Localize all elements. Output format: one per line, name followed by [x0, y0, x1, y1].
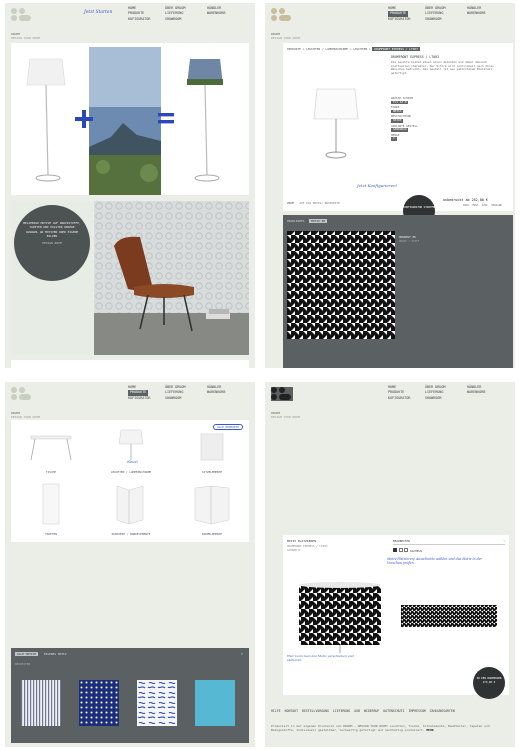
site-title: DRUOM: [11, 32, 21, 36]
site-title: DRUOM: [271, 411, 281, 415]
nav-showroom[interactable]: SHOWROOM: [165, 395, 182, 400]
motif-browser: [283, 215, 513, 368]
breadcrumb: [11, 32, 40, 40]
nav-ueber[interactable]: ÜBER DRUOM: [165, 6, 186, 10]
nav-warenkorb[interactable]: WARENKORB: [467, 11, 486, 16]
category-paravent[interactable]: [99, 480, 163, 538]
category-label: PARAVENT / WANDELEMENTE: [111, 532, 151, 536]
section-neuheiten: NEUHEITEN: [15, 662, 31, 666]
configurator-card: [283, 535, 509, 695]
lamp-equation-card[interactable]: [11, 43, 249, 195]
configurator-start-label: KONFIGURATOR STARTEN: [403, 206, 435, 209]
configurator-panel: [265, 382, 515, 747]
add-to-cart-button[interactable]: [473, 667, 505, 699]
configure-hand-note: Jetzt Konfigurieren!: [357, 183, 398, 188]
lamp-product-image[interactable]: [303, 85, 373, 165]
site-subtitle: DESIGN YOUR ROOM: [271, 415, 300, 419]
nav-home[interactable]: HOME: [388, 6, 397, 10]
lampshade-preview[interactable]: [297, 581, 383, 653]
opt-color-select[interactable]: WEISS: [393, 108, 402, 113]
swatch-cherry-candy[interactable]: [79, 680, 119, 726]
config-title: MOTIV PLATZIEREN: [287, 539, 316, 543]
nav-produkte[interactable]: PRODUKTE: [128, 11, 145, 16]
nav-warenkorb[interactable]: WARENKORB: [467, 390, 486, 395]
footer-link-bestellvorgang[interactable]: BESTELLVORGANG: [302, 709, 329, 713]
site-title: DRUOM: [271, 32, 281, 36]
layout-label: KACHELN: [410, 549, 422, 553]
wallpaper-icon: [21, 480, 81, 528]
opt-qty-input[interactable]: 1: [393, 136, 395, 141]
lamp-plain: [27, 59, 65, 181]
motif-strip-editor[interactable]: [401, 605, 497, 627]
footer-note-text: Produziert in der eigenen Druckerei von DRUOM – DESIGN YOUR ROOM: Leuchten, Tische, Sitzelemente, Raumteiler, Tapeten und Bezugsstoffe. Individuell gestaltbar, hochwertig gefertigt und nachhaltig produziert.: [271, 724, 490, 732]
products-overview-panel: [5, 382, 255, 747]
add-to-cart-label: IN DEN WARENKORB: [476, 677, 502, 680]
druom-logo[interactable]: [11, 387, 33, 401]
intro-circle-text: BELIEBIGE MOTIVE AUF DRUCKSTOFFE, TAPETEN UND POLSTER UNSERE AUSWAHL AN MOTIVEN ODER EIGENE BILDER: [23, 221, 81, 238]
footer-link-hilfe[interactable]: HILFE: [271, 709, 281, 713]
site-title: DRUOM: [11, 411, 21, 415]
footer-link-impressum[interactable]: IMPRESSUM: [408, 709, 426, 713]
footer-note: [271, 724, 509, 732]
nav-produkte[interactable]: PRODUKTE: [130, 390, 147, 395]
swatch-ink[interactable]: [195, 680, 235, 726]
breadcrumb: [271, 411, 300, 419]
category-label: RAUMELEMENTE: [201, 532, 223, 536]
tab-highlights[interactable]: HIGHLIGHTS: [287, 219, 305, 223]
druom-logo[interactable]: [11, 8, 33, 22]
lamp-icon: [99, 426, 163, 466]
tab-alle-motive[interactable]: ALLE MOTIVE: [17, 652, 37, 656]
motif-tabs: [15, 652, 67, 656]
pattern-meta: DRUCK / STOFF: [399, 240, 420, 243]
screen-icon: [99, 480, 163, 528]
crumb-leuchten-lampenschirme[interactable]: LEUCHTEN / LAMPENSCHIRME: [306, 47, 348, 51]
product-card: [283, 43, 513, 211]
nav-home[interactable]: HOME: [128, 6, 137, 10]
product-price: unbedruckt ab 252,00 €: [443, 198, 488, 202]
nav-home[interactable]: HOME: [128, 385, 137, 389]
product-breadcrumb: PRODUKTE > LEUCHTEN / LAMPENSCHIRME > LEUCHTEN > DRUMFRONT EXPRESS / LT003: [287, 47, 418, 51]
nav-produkte[interactable]: PRODUKTE: [390, 11, 407, 16]
move-hand-note: Hier kann man das Motiv verschieben und skalieren.: [287, 654, 354, 662]
category-tapeten[interactable]: [21, 480, 81, 538]
nav-ueber[interactable]: ÜBER DRUOM: [425, 6, 446, 10]
nav-ueber[interactable]: ÜBER DRUOM: [425, 385, 446, 389]
zoom-note: AUF DAS MOTIV/ RÜCKSEITE: [299, 201, 340, 205]
product-detail-panel: [265, 3, 515, 368]
config-variant: SCHIRM M: [287, 548, 300, 552]
nav-lieferung[interactable]: LIEFERUNG: [425, 390, 444, 395]
motif-tabs: [287, 219, 327, 223]
footer-more-link[interactable]: MEHR: [426, 728, 434, 732]
nav-konfigurator[interactable]: KOFIGURATOR: [388, 395, 411, 400]
nav-showroom[interactable]: SHOWROOM: [425, 395, 442, 400]
neue-hand-note: Neue!: [127, 460, 139, 464]
layout-options: [393, 548, 422, 553]
lamp-equation-illustration: [11, 43, 249, 195]
nav-konfigurator[interactable]: KOFIGURATOR: [128, 16, 151, 21]
druom-logo[interactable]: [271, 8, 293, 22]
category-label: LEUCHTEN / LAMPENSCHIRME: [110, 470, 152, 474]
add-to-cart-price: 279,00 €: [482, 680, 496, 684]
edit-label: BEARBEITEN: [393, 539, 410, 543]
config-product: DRUMFRONT EXPRESS / LT003: [287, 544, 328, 548]
nav-haendler[interactable]: HÄNDLER: [207, 385, 222, 389]
category-leuchten[interactable]: [99, 426, 163, 474]
crumb-produkte[interactable]: PRODUKTE: [287, 47, 301, 51]
nav-lieferung[interactable]: LIEFERUNG: [165, 390, 184, 395]
tab-eigenes-motiv[interactable]: EIGENES MOTIV: [43, 652, 67, 656]
motif-browser: [11, 648, 249, 743]
nav-showroom[interactable]: SHOWROOM: [165, 16, 182, 21]
footer-link-agb[interactable]: AGB: [354, 709, 360, 713]
footer-link-widerruf[interactable]: WIDERRUF: [363, 709, 380, 713]
price-note: INKL. MWST. ZZGL. VERSAND: [463, 204, 503, 207]
opt-stand-label: VARIANTE GESTELL: [391, 123, 418, 128]
search-icon[interactable]: ⌕: [240, 651, 243, 656]
cube-icon: [181, 426, 243, 466]
category-grid: [11, 420, 249, 542]
alle-produkte-button[interactable]: ALLE PRODUKTE: [213, 424, 243, 430]
tab-motiv-selected[interactable]: MOTIV 06: [311, 219, 326, 223]
nav-warenkorb[interactable]: WARENKORB: [207, 390, 226, 395]
chair-photo[interactable]: [94, 201, 249, 355]
footer-link-lieferung[interactable]: LIEFERUNG: [332, 709, 351, 713]
opt-size-select[interactable]: TL1 A3 M: [393, 99, 407, 104]
zoom-label[interactable]: ZOOM: [287, 201, 294, 205]
nav-konfigurator[interactable]: KOFIGURATOR: [128, 395, 151, 400]
category-sitzelemente[interactable]: [181, 426, 243, 474]
category-label: TAPETEN: [45, 532, 57, 536]
crumb-leuchten[interactable]: LEUCHTEN: [353, 47, 368, 51]
pattern-preview[interactable]: [287, 231, 395, 339]
category-label: TISCHE: [45, 470, 57, 474]
opt-size-label: GRÖSSE SCHIRM: [391, 96, 413, 100]
opt-qty-label: MENGE: [391, 132, 400, 137]
nav-konfigurator[interactable]: KOFIGURATOR: [388, 16, 411, 21]
category-label: SITZELEMENTE: [201, 470, 223, 474]
placement-hand-note: Motiv-Platzieren/ Ausschnitte wählen und das Motiv in der Vorschau prüfen.: [387, 557, 483, 565]
site-subtitle: DESIGN YOUR ROOM: [11, 36, 40, 40]
nav-haendler[interactable]: HÄNDLER: [207, 6, 222, 10]
intro-area: [11, 201, 93, 355]
crumb-current: DRUMFRONT EXPRESS / LT003: [374, 47, 418, 51]
chair-scene: [94, 201, 249, 355]
product-description: Die Leuchte bietet Ihnen einen dezenten und dabei dennoch kraftvollen Charakter. Der Schirm wird individuell nach Ihren Wünschen bedruckt. Das Gestell ist aus gebürstetem Edelstahl gefertigt.: [391, 60, 494, 76]
footer-link-datenschutz[interactable]: DATENSCHUTZ: [383, 709, 405, 713]
edit-toolbar: [393, 539, 505, 545]
stools-newsletter: [11, 360, 249, 368]
nav-lieferung[interactable]: LIEFERUNG: [165, 11, 184, 16]
homepage-panel: [5, 3, 255, 368]
breadcrumb: [11, 411, 40, 419]
nav-haendler[interactable]: HÄNDLER: [467, 6, 482, 10]
nav-produkte[interactable]: PRODUKTE: [388, 390, 405, 395]
footer-link-kontakt[interactable]: KONTAKT: [284, 709, 299, 713]
lamp-printed: [187, 59, 223, 181]
opt-stand-select[interactable]: SANDGRAU: [393, 127, 407, 132]
product-options: [391, 97, 418, 141]
dropdown-chevron-icon[interactable]: ⌄: [503, 538, 505, 542]
mirror-layout-icon[interactable]: [404, 548, 408, 552]
druom-logo[interactable]: [271, 387, 293, 401]
nav-home[interactable]: HOME: [388, 385, 397, 389]
tile-layout-icon[interactable]: [393, 548, 397, 552]
room-divider-icon: [181, 480, 243, 528]
opt-color-label: FARBE: [391, 105, 400, 110]
swatch-flex[interactable]: [137, 680, 177, 726]
category-tische[interactable]: [21, 426, 81, 474]
swatch-aiue[interactable]: [21, 680, 61, 726]
site-subtitle: DESIGN YOUR ROOM: [271, 36, 300, 40]
category-raumelemente[interactable]: [181, 480, 243, 538]
start-hand-note: Jetzt Starten: [84, 10, 113, 15]
site-subtitle: DESIGN YOUR ROOM: [11, 415, 40, 419]
pattern-title: HOUNDST 06: [399, 235, 416, 239]
opt-coating-select[interactable]: SEIDE: [393, 117, 402, 122]
nav-showroom[interactable]: SHOWROOM: [425, 16, 442, 21]
product-title: DRUMFRONT EXPRESS / LT003: [391, 55, 439, 59]
intro-circle-sub: DESIGN ROOM: [42, 241, 62, 246]
nav-lieferung[interactable]: LIEFERUNG: [425, 11, 444, 16]
zoom-control[interactable]: [287, 201, 340, 205]
table-icon: [21, 426, 81, 466]
nav-warenkorb[interactable]: WARENKORB: [207, 11, 226, 16]
single-layout-icon[interactable]: [399, 548, 403, 552]
intro-circle: [14, 205, 90, 281]
opt-coating-label: BESCHICHTUNG: [391, 114, 412, 119]
footer-link-zahlungsarten[interactable]: ZAHLUNGSARTEN: [429, 709, 455, 713]
breadcrumb: [271, 32, 300, 40]
footer-links: [271, 709, 459, 713]
nav-haendler[interactable]: HÄNDLER: [467, 385, 482, 389]
nav-ueber[interactable]: ÜBER DRUOM: [165, 385, 186, 389]
